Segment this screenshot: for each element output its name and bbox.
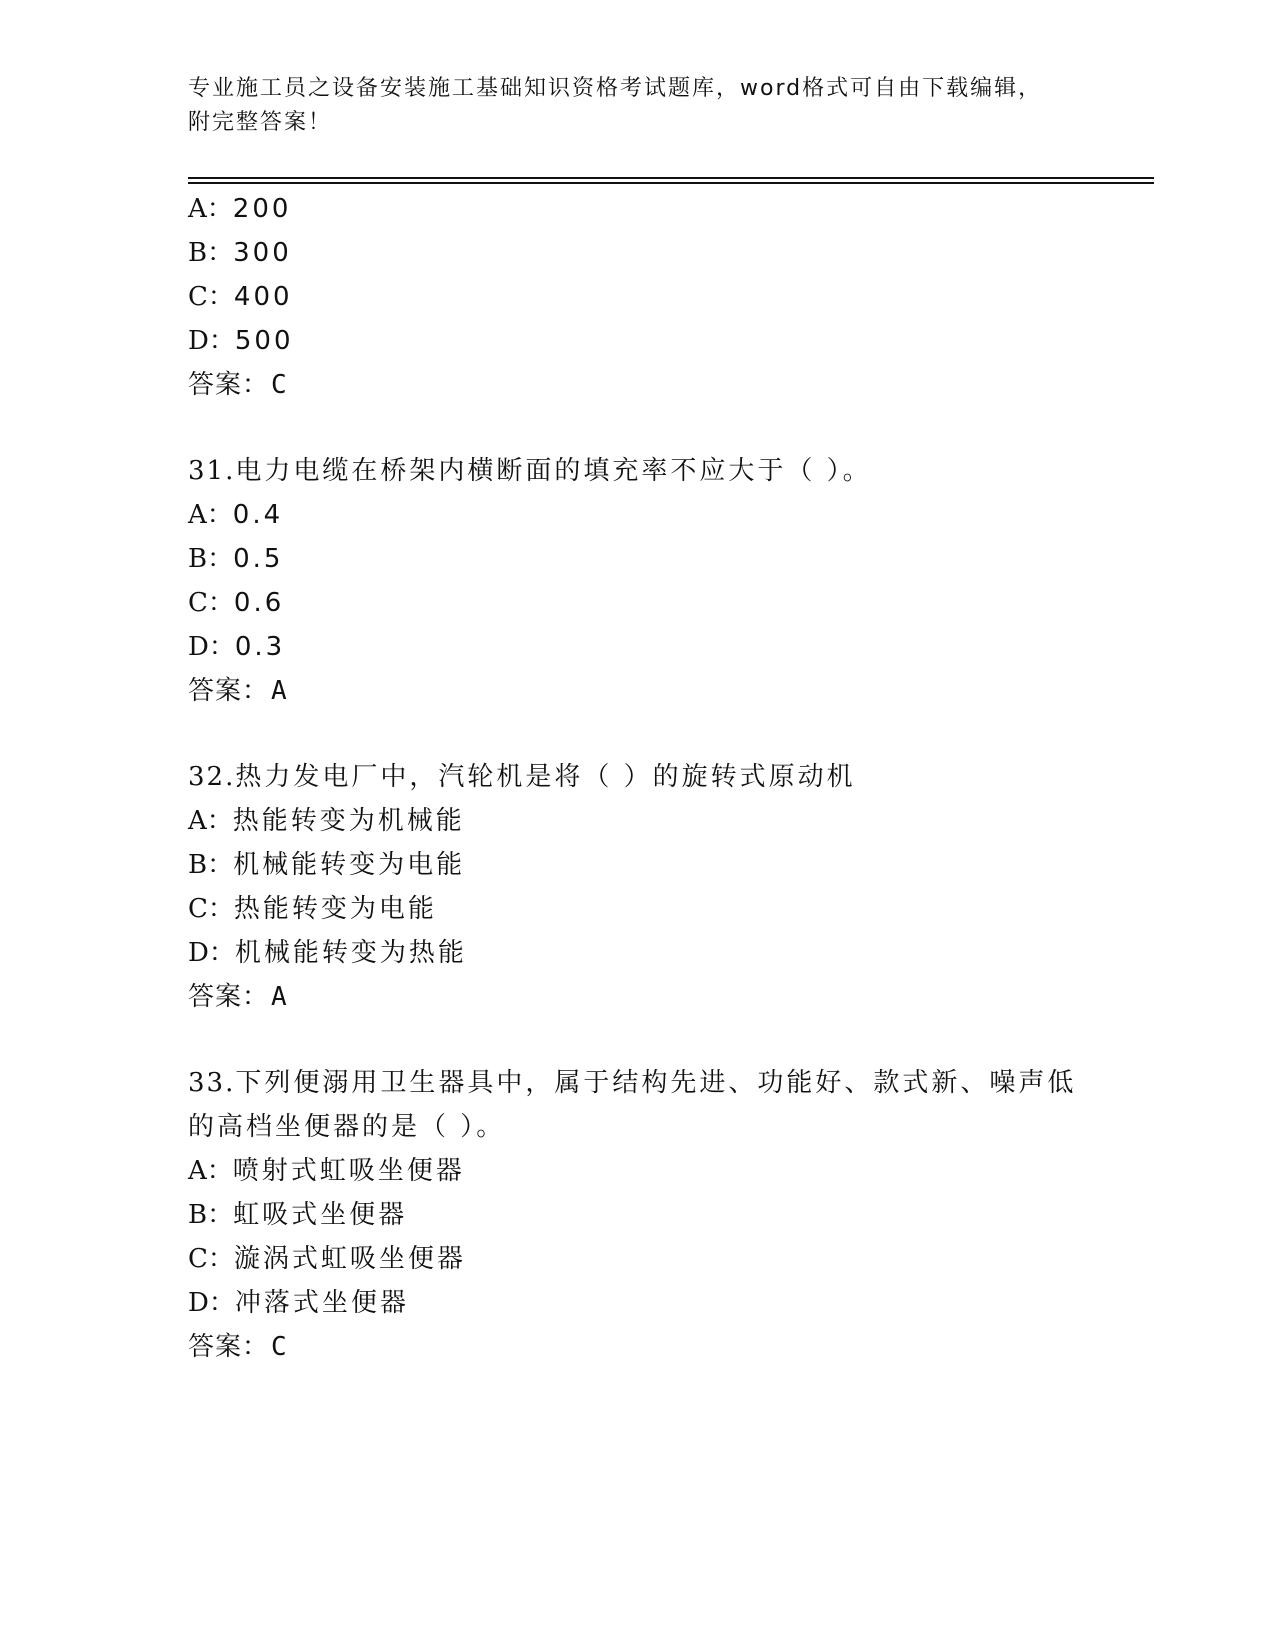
option-key: C：	[188, 282, 234, 312]
option-key: B：	[188, 544, 234, 574]
question-33-stem-continued	[188, 1110, 505, 1144]
question-33-option-d	[188, 1286, 409, 1320]
header-divider-bottom	[188, 182, 1154, 184]
header-divider-top	[188, 177, 1154, 179]
option-text: 0.3	[234, 632, 286, 662]
option-key: B：	[188, 1200, 234, 1230]
option-key: A：	[188, 806, 233, 836]
answer-label: 答案：	[188, 370, 270, 400]
option-key: A：	[188, 1156, 233, 1186]
question-stem: 的高档坐便器的是（ ）。	[188, 1112, 506, 1142]
question-stem: 热力发电厂中，汽轮机是将（ ）的旋转式原动机	[235, 762, 856, 792]
option-key: B：	[188, 850, 234, 880]
question-32-option-b	[188, 848, 465, 882]
option-text: 400	[233, 282, 293, 312]
question-33-option-b	[188, 1198, 407, 1232]
option-text: 0.4	[232, 500, 284, 530]
document-header	[188, 72, 1088, 140]
prev-option-b	[188, 236, 292, 270]
answer-value: A	[271, 982, 288, 1012]
option-key: C：	[188, 894, 234, 924]
option-text: 0.6	[233, 588, 285, 618]
option-text: 虹吸式坐便器	[233, 1200, 408, 1230]
option-text: 300	[233, 238, 292, 268]
question-stem: 电力电缆在桥架内横断面的填充率不应大于（ ）。	[235, 456, 872, 486]
prev-option-a	[188, 192, 291, 226]
option-text: 机械能转变为热能	[234, 938, 467, 968]
question-33-option-a	[188, 1154, 465, 1188]
header-line-1: 专业施工员之设备安装施工基础知识资格考试题库，word格式可自由下载编辑，	[188, 76, 1043, 101]
header-line-2: 附完整答案！	[188, 110, 333, 135]
question-31-option-a	[188, 498, 283, 532]
option-key: C：	[188, 1244, 234, 1274]
answer-value: C	[271, 370, 288, 400]
option-text: 热能转变为机械能	[232, 806, 465, 836]
option-key: D：	[188, 632, 235, 662]
option-key: D：	[188, 326, 235, 356]
option-text: 200	[232, 194, 292, 224]
question-number: 31.	[188, 456, 236, 486]
question-31-option-b	[188, 542, 283, 576]
answer-label: 答案：	[188, 676, 270, 706]
question-33-option-c	[188, 1242, 466, 1276]
question-stem: 下列便溺用卫生器具中，属于结构先进、功能好、款式新、噪声低	[235, 1068, 1077, 1098]
option-key: A：	[188, 500, 233, 530]
option-text: 漩涡式虹吸坐便器	[233, 1244, 466, 1274]
answer-value: A	[271, 676, 288, 706]
question-32-answer	[188, 980, 288, 1014]
option-text: 喷射式虹吸坐便器	[232, 1156, 465, 1186]
answer-label: 答案：	[188, 1332, 270, 1362]
question-number: 32.	[188, 762, 236, 792]
option-text: 热能转变为电能	[233, 894, 437, 924]
question-31-option-d	[188, 630, 285, 664]
answer-label: 答案：	[188, 982, 270, 1012]
question-33-answer	[188, 1330, 288, 1364]
question-31-answer	[188, 674, 288, 708]
prev-option-d	[188, 324, 294, 358]
option-key: B：	[188, 238, 234, 268]
option-key: C：	[188, 588, 234, 618]
question-32-option-a	[188, 804, 465, 838]
question-31-option-c	[188, 586, 284, 620]
question-32-stem	[188, 760, 856, 794]
option-key: D：	[188, 938, 235, 968]
option-text: 冲落式坐便器	[234, 1288, 409, 1318]
answer-value: C	[271, 1332, 288, 1362]
option-text: 0.5	[233, 544, 284, 574]
prev-answer	[188, 368, 288, 402]
question-32-option-d	[188, 936, 467, 970]
question-33-stem	[188, 1066, 1076, 1100]
option-key: D：	[188, 1288, 235, 1318]
option-text: 机械能转变为电能	[233, 850, 466, 880]
question-32-option-c	[188, 892, 437, 926]
question-number: 33.	[188, 1068, 236, 1098]
prev-option-c	[188, 280, 293, 314]
option-key: A：	[188, 194, 233, 224]
question-31-stem	[188, 454, 872, 488]
option-text: 500	[234, 326, 294, 356]
